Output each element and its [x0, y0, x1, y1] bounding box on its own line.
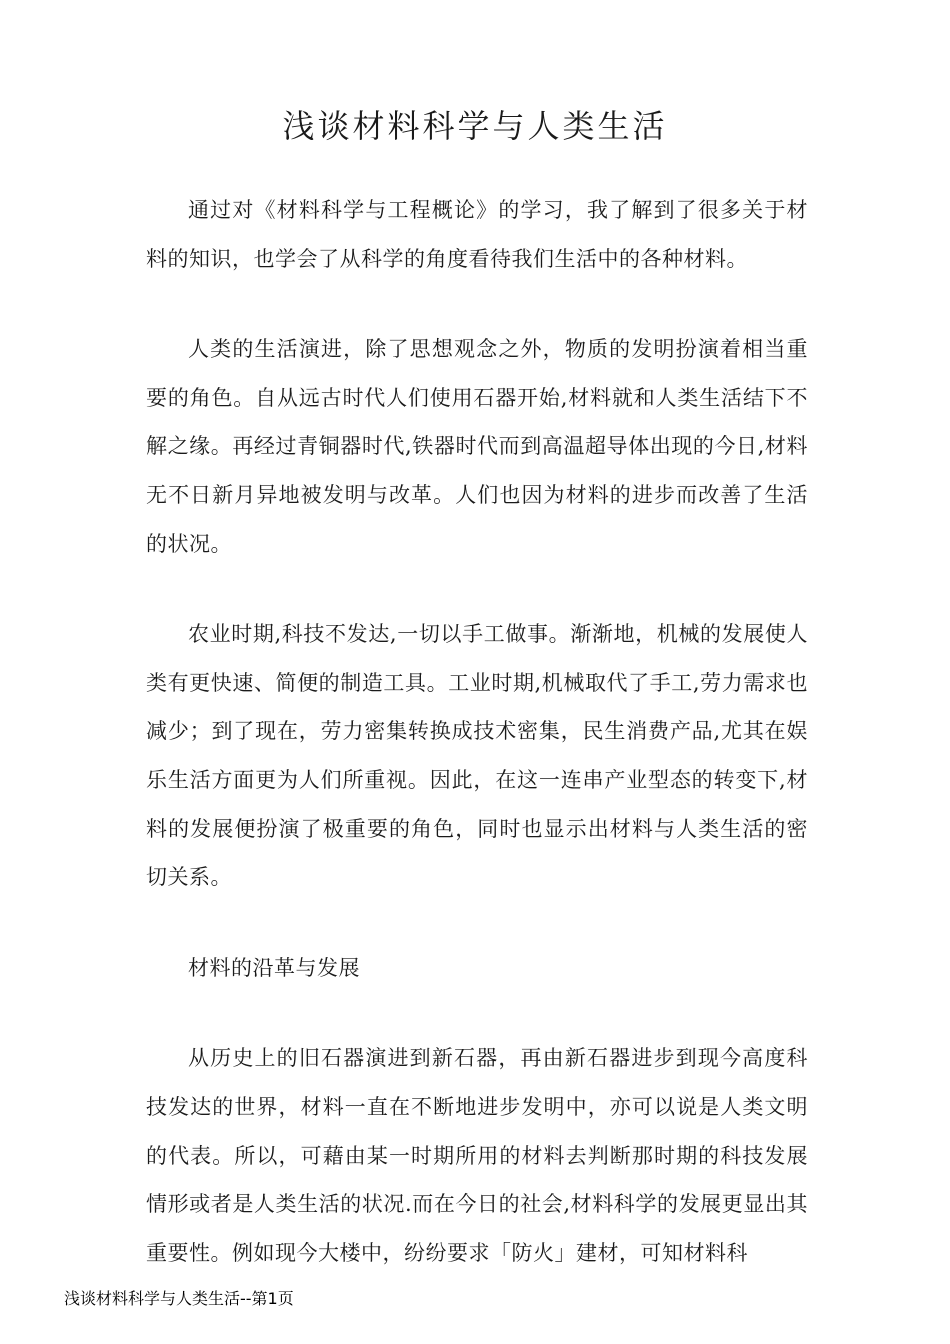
document-body: [146, 186, 808, 1319]
paragraph-industry: 农业时期,科技不发达,一切以手工做事。渐渐地，机械的发展使人类有更快速、简便的制造工具。工业时期,机械取代了手工,劳力需求也减少；到了现在，劳力密集转换成技术密集，民生消费产品,尤其在娱乐生活方面更为人们所重视。因此，在这一连串产业型态的转变下,材料的发展便扮演了极重要的角色，同时也显示出材料与人类生活的密切关系。: [146, 622, 808, 890]
page-footer: 浅谈材料科学与人类生活--第1页: [64, 1289, 294, 1308]
page-title: 浅谈材料科学与人类生活: [282, 107, 668, 145]
paragraph-history: 从历史上的旧石器演进到新石器，再由新石器进步到现今高度科技发达的世界，材料一直在不断地进步发明中，亦可以说是人类文明的代表。所以，可藉由某一时期所用的材料去判断那时期的科技发展情形或者是人类生活的状况.而在今日的社会,材料科学的发展更显出其重要性。例如现今大楼中，纷纷要求「防火」建材，可知材料科: [146, 1046, 808, 1265]
paragraph-intro: 通过对《材料科学与工程概论》的学习，我了解到了很多关于材料的知识，也学会了从科学的角度看待我们生活中的各种材料。: [146, 198, 808, 271]
section-heading: 材料的沿革与发展: [188, 955, 360, 980]
paragraph-evolution: 人类的生活演进，除了思想观念之外，物质的发明扮演着相当重要的角色。自从远古时代人们使用石器开始,材料就和人类生活结下不解之缘。再经过青铜器时代,铁器时代而到高温超导体出现的今日,材料无不日新月异地被发明与改革。人们也因为材料的进步而改善了生活的状况。: [146, 337, 808, 556]
